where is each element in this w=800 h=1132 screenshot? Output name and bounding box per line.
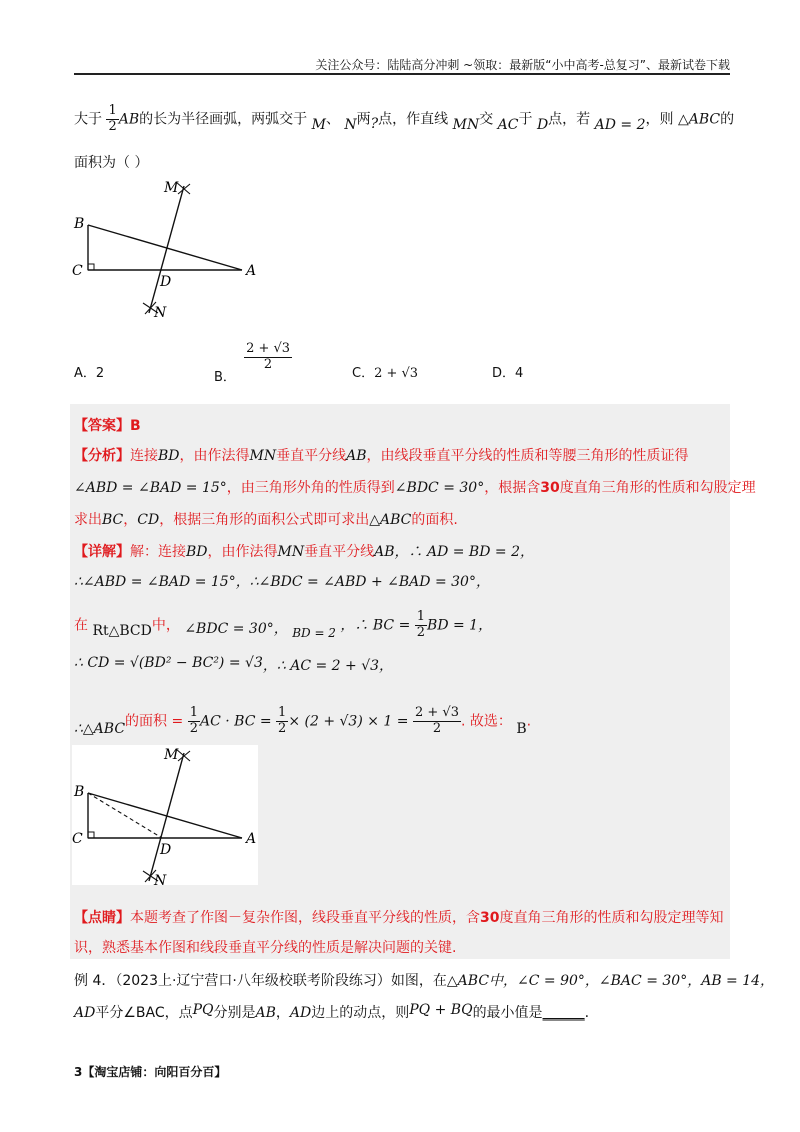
text: ，由三角形外角的性质得到 [226, 480, 395, 496]
text: 的 [720, 111, 735, 128]
text: 平分∠BAC，点 [95, 1005, 193, 1021]
shop-label: 【淘宝店铺：向阳百分百】 [82, 1065, 227, 1079]
comment-line-2: 识，熟悉基本作图和线段垂直平分线的性质是解决问题的关键. [74, 940, 457, 956]
text: 交 [479, 111, 494, 128]
page-number: 3 [74, 1065, 83, 1079]
option-letter: D． [492, 366, 516, 381]
segment-bd-dashed [88, 793, 162, 838]
text: ，由作法得 [207, 544, 278, 560]
detail-line-3 [74, 610, 492, 641]
chosen-answer: B [516, 721, 527, 738]
option-d [492, 362, 523, 381]
expression: PQ + BQ [409, 1002, 473, 1018]
question-figure [70, 178, 270, 320]
detail-line-4 [74, 652, 393, 672]
text: 的长为半径画弧，两弧交于 [139, 111, 308, 128]
text: ， [123, 512, 138, 528]
detail-tag: 【详解】 [74, 544, 130, 560]
option-a [74, 362, 104, 381]
example4-line-1 [74, 970, 774, 990]
answer-value: B [130, 418, 141, 434]
equation: ∠BDC = 30° [394, 480, 485, 496]
result-fraction [413, 706, 461, 737]
option-letter: C． [352, 366, 375, 381]
label-b: B [74, 216, 85, 232]
text: ，根据三角形的面积公式即可求出 [159, 512, 370, 528]
page-footer [74, 1063, 226, 1080]
label-d: D [160, 842, 172, 858]
triangle-bcd: Rt△BCD [92, 623, 152, 640]
text: ，由线段垂直平分线的性质和等腰三角形的性质证得 [366, 448, 689, 464]
text: 的面积 = [125, 713, 184, 730]
frac-den: 2 [432, 720, 442, 736]
header-divider [74, 73, 730, 75]
label-c: C [72, 263, 83, 279]
point-m: M [311, 117, 326, 134]
fraction-half: $\frac{1}{2}$ [189, 705, 198, 736]
text: 中， [151, 617, 180, 634]
question-line-1 [74, 104, 734, 135]
frac-num: 1 [108, 103, 117, 118]
segment-ab: AB [118, 111, 140, 128]
text: 求出 [74, 512, 102, 528]
equation: ∠ABD = ∠BAD = 15° [74, 480, 227, 496]
frac-num: 2 + √3 [246, 341, 291, 356]
text: 边上的动点，则 [311, 1005, 410, 1021]
segment-ba [88, 793, 242, 838]
analysis-tag: 【分析】 [74, 448, 130, 464]
text: 点，作直线 [378, 111, 449, 128]
line-mn: MN [452, 117, 480, 134]
points-pq: PQ [192, 1002, 214, 1018]
answer-line [74, 415, 141, 435]
right-angle-mark [88, 832, 94, 838]
analysis-line-1 [74, 445, 689, 465]
text: 解：连接 [130, 544, 186, 560]
segment-ad: AD [74, 1005, 96, 1021]
line-mn [149, 753, 184, 881]
equation: ，∴ BC = [340, 617, 411, 634]
label-a: A [246, 831, 257, 847]
fraction-half [106, 104, 118, 135]
point-n: N [344, 117, 357, 134]
label-m: M [164, 747, 179, 763]
line-mn: MN [277, 544, 305, 560]
text: ，则 [645, 111, 674, 128]
answer-blank: ______ [542, 1005, 585, 1021]
text: 在 [74, 617, 88, 634]
segment-ab: AB [346, 448, 367, 464]
text: 30 [540, 480, 560, 496]
label-m: M [164, 180, 179, 196]
detail-line-5 [74, 706, 531, 737]
option-value: 2 + √3 [374, 366, 419, 381]
equation: AC · BC = [199, 713, 272, 730]
text: 度直角三角形的性质和勾股定理等知 [499, 910, 724, 926]
frac-den: 2 [263, 356, 273, 372]
equation: 中，∠C = 90°，∠BAC = 30°，AB = 14， [489, 973, 775, 989]
option-b [214, 341, 292, 385]
text: 垂直平分线 [276, 448, 347, 464]
triangle-abc: △ABC [446, 973, 490, 989]
text: 的最小值是 [472, 1005, 543, 1021]
text: 大于 [74, 111, 102, 128]
text: 分别是 [213, 1005, 256, 1021]
option-letter: B． [214, 369, 236, 385]
frac-den: 2 [108, 118, 117, 134]
analysis-line-3 [74, 509, 458, 529]
equation: ，∴ AD = BD = 2， [394, 544, 534, 560]
fraction-half [415, 610, 427, 641]
answer-tag: 【答案】 [74, 418, 130, 434]
text: 30 [480, 910, 500, 926]
option-b-fraction [244, 342, 292, 373]
text: ，根据含 [484, 480, 541, 496]
text: ，由作法得 [179, 448, 250, 464]
option-value: 4 [515, 366, 524, 381]
detail-line-2: ∴∠ABD = ∠BAD = 15°，∴∠BDC = ∠ABD + ∠BAD = 30°， [74, 574, 490, 590]
segment-ab: AB [255, 1005, 276, 1021]
text: 于 [518, 111, 533, 128]
label-a: A [246, 263, 257, 279]
line-mn: MN [249, 448, 277, 464]
triangle-abc: △ABC [677, 111, 721, 128]
text: ， [275, 1005, 290, 1021]
text: 点，若 [548, 111, 591, 128]
text: 连接 [130, 448, 158, 464]
frac-den: 2 [416, 624, 426, 640]
segment-bd: BD [186, 544, 208, 560]
equation: BD = 2 [292, 626, 336, 641]
text: 本题考查了作图－复杂作图，线段垂直平分线的性质，含 [130, 910, 480, 926]
label-b: B [74, 784, 85, 800]
triangle-abc: △ABC [369, 512, 412, 528]
equation: × (2 + √3) × 1 = [288, 713, 409, 730]
text: 垂直平分线 [304, 544, 375, 560]
text: . [584, 1005, 590, 1021]
text: . [526, 713, 532, 730]
segment-bd: BD [158, 448, 180, 464]
comment-tag: 【点睛】 [74, 910, 130, 926]
equation: ，∴ AC = 2 + √3， [262, 658, 394, 674]
detail-line-1 [74, 541, 534, 561]
right-angle-mark [88, 264, 94, 270]
example4-line-2 [74, 1002, 589, 1022]
equation: ∴ CD = √(BD² − BC²) = √3 [74, 655, 263, 671]
equation-ad: AD = 2 [594, 117, 646, 134]
solution-figure [70, 745, 270, 887]
frac-num: 2 + √3 [414, 705, 459, 720]
equation: ∠BDC = 30°， [184, 621, 288, 638]
point-d: D [536, 117, 549, 134]
line-mn [149, 186, 184, 313]
segment-ab: AB [374, 544, 395, 560]
text: 例 4．（2023上·辽宁营口·八年级校联考阶段练习）如图，在 [74, 973, 447, 989]
option-c [352, 362, 418, 381]
text: 两 [356, 111, 371, 128]
segment-bc: BC [102, 512, 124, 528]
segment-ad: AD [289, 1005, 312, 1021]
frac-num: 1 [416, 609, 426, 624]
equation: BD = 1， [427, 617, 493, 634]
option-value: 2 [95, 366, 105, 381]
triangle-abc: ∴△ABC [74, 721, 126, 738]
segment-ac: AC [497, 117, 519, 134]
text: . 故选： [460, 713, 512, 730]
options-row [74, 341, 674, 385]
text: 度直角三角形的性质和勾股定理 [559, 480, 756, 496]
label-d: D [160, 274, 172, 290]
question-line-2: 面积为（ ） [74, 155, 149, 171]
segment-cd: CD [137, 512, 160, 528]
label-n: N [154, 305, 167, 320]
text: 、 [325, 111, 340, 128]
text: ? [370, 116, 379, 133]
comment-line-1 [74, 907, 723, 927]
analysis-line-2 [74, 477, 756, 497]
segment-ba [88, 225, 242, 270]
label-n: N [154, 873, 167, 887]
fraction-half: $\frac{1}{2}$ [278, 705, 287, 736]
page-header: 关注公众号：陆陆高分冲刺 ~领取：最新版“小中高考-总复习”、最新试卷下载 [315, 58, 730, 72]
label-c: C [72, 831, 83, 847]
option-letter: A． [74, 366, 96, 381]
text: 的面积. [411, 512, 458, 528]
